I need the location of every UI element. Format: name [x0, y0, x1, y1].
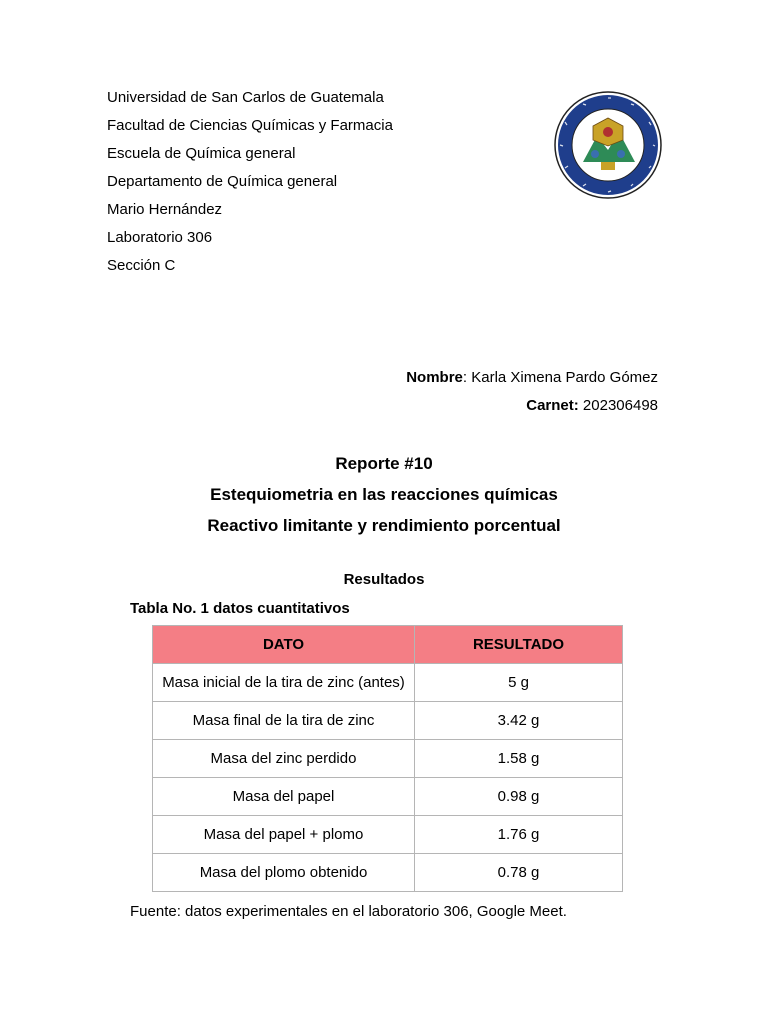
table-row — [153, 664, 623, 702]
results-table — [152, 625, 623, 892]
table-cell-dato: Masa inicial de la tira de zinc (antes) — [153, 664, 415, 702]
table-caption: Tabla No. 1 datos cuantitativos — [130, 600, 350, 617]
report-title: Estequiometria en las reacciones químicas — [210, 485, 558, 504]
student-carnet-line — [406, 392, 658, 420]
table-header-row — [153, 626, 623, 664]
table-cell-resultado: 0.98 g — [415, 778, 623, 816]
header-lines — [107, 84, 393, 280]
table-cell-dato: Masa final de la tira de zinc — [153, 702, 415, 740]
table-row — [153, 740, 623, 778]
student-name-label: Nombre — [406, 369, 463, 386]
table-source-note: Fuente: datos experimentales en el laboratorio 306, Google Meet. — [130, 903, 567, 920]
header-laboratory: Laboratorio 306 — [107, 229, 213, 246]
report-subtitle: Reactivo limitante y rendimiento porcentual — [207, 516, 561, 535]
student-name-line — [406, 364, 658, 392]
student-carnet-value: 202306498 — [578, 397, 658, 414]
table-cell-resultado: 0.78 g — [415, 854, 623, 892]
column-header-resultado: RESULTADO — [415, 626, 623, 664]
table-cell-dato: Masa del papel + plomo — [153, 816, 415, 854]
results-heading: Resultados — [343, 571, 425, 588]
table-cell-dato: Masa del papel — [153, 778, 415, 816]
table-cell-dato: Masa del plomo obtenido — [153, 854, 415, 892]
table-row — [153, 778, 623, 816]
student-carnet-label: Carnet: — [526, 397, 579, 414]
table-cell-resultado: 1.76 g — [415, 816, 623, 854]
header-university: Universidad de San Carlos de Guatemala — [107, 89, 384, 106]
table-row — [153, 854, 623, 892]
table-cell-resultado: 3.42 g — [415, 702, 623, 740]
column-header-dato: DATO — [153, 626, 415, 664]
table-cell-resultado: 1.58 g — [415, 740, 623, 778]
header-department: Departamento de Química general — [107, 173, 338, 190]
university-seal-icon — [553, 90, 663, 200]
table-cell-dato: Masa del zinc perdido — [153, 740, 415, 778]
student-info — [406, 364, 658, 420]
header-faculty: Facultad de Ciencias Químicas y Farmacia — [107, 117, 393, 134]
table-row — [153, 816, 623, 854]
table-row — [153, 702, 623, 740]
header-school: Escuela de Química general — [107, 145, 296, 162]
header-section: Sección C — [107, 257, 176, 274]
table-cell-resultado: 5 g — [415, 664, 623, 702]
header-instructor: Mario Hernández — [107, 201, 223, 218]
report-number: Reporte #10 — [335, 454, 433, 473]
report-titles — [0, 448, 768, 541]
student-name-value: : Karla Ximena Pardo Gómez — [462, 369, 658, 386]
